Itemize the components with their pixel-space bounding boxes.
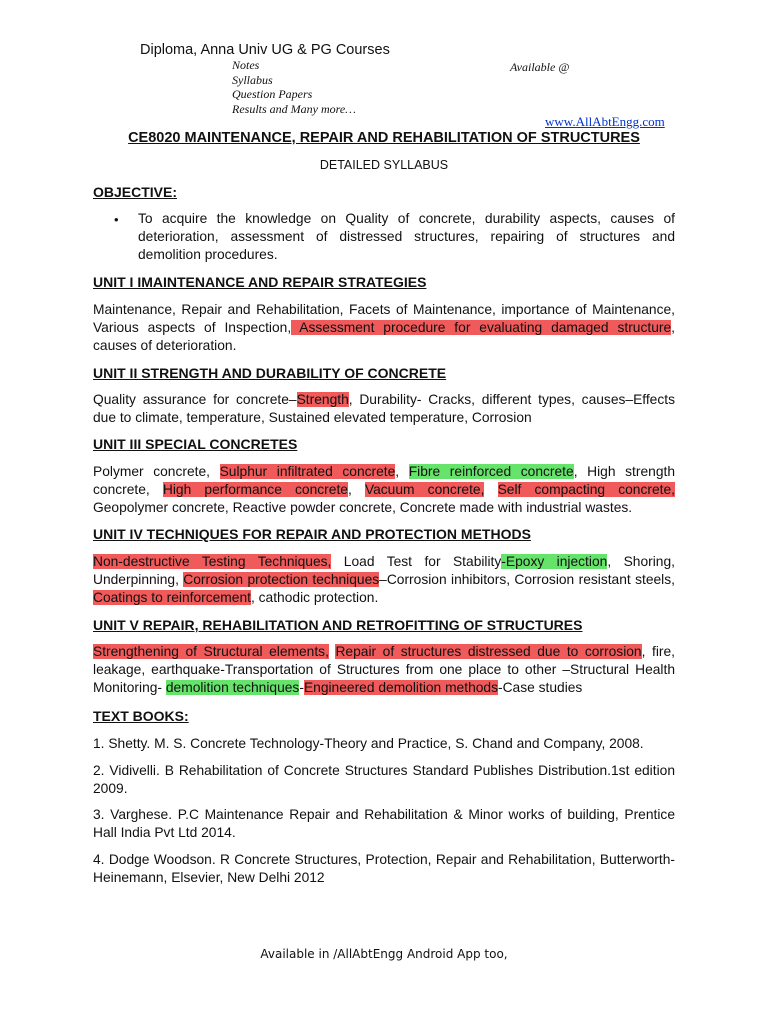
unit-4-text-part: Load Test for Stability — [331, 554, 502, 569]
unit-2-text — [93, 391, 675, 427]
unit-3-text-part: Geopolymer concrete, Reactive powder concrete, Concrete made with industrial wastes. — [93, 500, 633, 515]
textbook-item: 4. Dodge Woodson. R Concrete Structures, Protection, Repair and Rehabilitation, Butterworth- Heinemann, Elsevier, New Delhi 2012 — [93, 852, 675, 885]
unit-3-heading: UNIT III SPECIAL CONCRETES — [93, 436, 298, 452]
highlight-red: Assessment procedure for evaluating damaged structure — [291, 320, 672, 335]
highlight-red: Coatings to reinforcement — [93, 590, 251, 605]
bullet-marker: • — [114, 212, 119, 227]
unit-2-text-part: , Durability- Cracks, different types, causes–Effects due to climate, temperature, Sustained elevated temperature, Corrosion — [93, 392, 675, 425]
highlight-green: Fibre reinforced concrete — [408, 464, 574, 479]
highlight-red: Repair of structures distressed due to corrosion — [335, 644, 642, 659]
unit-3-text-part: , — [347, 482, 365, 497]
unit-3-text-part: , High strength concrete, — [93, 464, 675, 497]
unit-2-text-part: Quality assurance for concrete– — [93, 392, 297, 407]
document-title: CE8020 MAINTENANCE, REPAIR AND REHABILITATION OF STRUCTURES — [128, 130, 640, 146]
unit-3-text-part — [484, 482, 497, 497]
textbook-item: 2. Vidivelli. B Rehabilitation of Concrete Structures Standard Publishes Distribution.1st edition 2009. — [93, 763, 675, 796]
unit-2-heading: UNIT II STRENGTH AND DURABILITY OF CONCRETE — [93, 365, 447, 381]
unit-4-text-part: , cathodic protection. — [250, 590, 379, 605]
unit-3-text-part: , — [395, 464, 409, 479]
unit-4-text-part: , Shoring, Underpinning, — [93, 554, 675, 587]
highlight-red: Corrosion protection techniques — [183, 572, 380, 587]
footer-note: Available in /AllAbtEngg Android App too, — [260, 947, 508, 961]
highlight-red: Sulphur infiltrated concrete — [219, 464, 396, 479]
header-title: Diploma, Anna Univ UG & PG Courses — [140, 42, 390, 58]
unit-4-text-part: –Corrosion inhibitors, Corrosion resistant steels, — [379, 572, 675, 587]
objective-heading: OBJECTIVE: — [93, 184, 178, 200]
unit-1-heading: UNIT I IMAINTENANCE AND REPAIR STRATEGIES — [93, 274, 427, 290]
header-item-question-papers: Question Papers — [232, 87, 313, 101]
unit-1-text-part: , causes of deterioration. — [93, 320, 675, 353]
unit-1-text — [93, 301, 675, 355]
textbook-item: 1. Shetty. M. S. Concrete Technology-Theory and Practice, S. Chand and Company, 2008. — [93, 736, 644, 751]
highlight-red: Strength — [296, 392, 349, 407]
highlight-red: Vacuum concrete, — [364, 482, 485, 497]
textbooks-heading: TEXT BOOKS: — [93, 708, 189, 724]
highlight-green: -Epoxy injection — [501, 554, 608, 569]
highlight-red: High performance concrete — [162, 482, 348, 497]
unit-4-text — [93, 553, 675, 607]
header-item-results: Results and Many more… — [232, 101, 356, 116]
highlight-red: Engineered demolition methods — [303, 680, 498, 695]
unit-5-text — [93, 643, 675, 697]
unit-3-text-part: Polymer concrete, — [93, 464, 220, 479]
unit-5-heading: UNIT V REPAIR, REHABILITATION AND RETROFITTING OF STRUCTURES — [93, 617, 583, 633]
highlight-red: Self compacting concrete, — [497, 482, 675, 497]
document-subtitle: DETAILED SYLLABUS — [319, 158, 449, 172]
highlight-green: demolition techniques — [165, 680, 300, 695]
header-available: Available @ — [510, 60, 570, 74]
header-item-notes: Notes — [232, 58, 260, 72]
textbook-item: 3. Varghese. P.C Maintenance Repair and Rehabilitation & Minor works of building, Prentice Hall India Pvt Ltd 2014. — [93, 807, 675, 840]
unit-5-text-part: - — [299, 680, 304, 695]
highlight-red: Strengthening of Structural elements, — [93, 644, 329, 659]
header-item-syllabus: Syllabus — [232, 72, 273, 87]
unit-4-heading: UNIT IV TECHNIQUES FOR REPAIR AND PROTECTION METHODS — [93, 526, 531, 542]
unit-5-text-part: , fire, leakage, earthquake-Transportation of Structures from one place to other –Structural Health Monitoring- — [93, 644, 675, 695]
unit-1-text-part: Maintenance, Repair and Rehabilitation, Facets of Maintenance, importance of Maintenance, Various aspects of Inspection, — [93, 302, 675, 335]
highlight-red: Non-destructive Testing Techniques, — [93, 554, 332, 569]
header-items — [232, 58, 356, 116]
website-link[interactable]: www.AllAbtEngg.com — [545, 114, 665, 129]
unit-3-text — [93, 463, 675, 517]
unit-5-text-part: -Case studies — [497, 680, 583, 695]
objective-text: To acquire the knowledge on Quality of concrete, durability aspects, causes of deterioration, assessment of distressed structures, repairing of structures and demolition procedures. — [138, 211, 675, 262]
